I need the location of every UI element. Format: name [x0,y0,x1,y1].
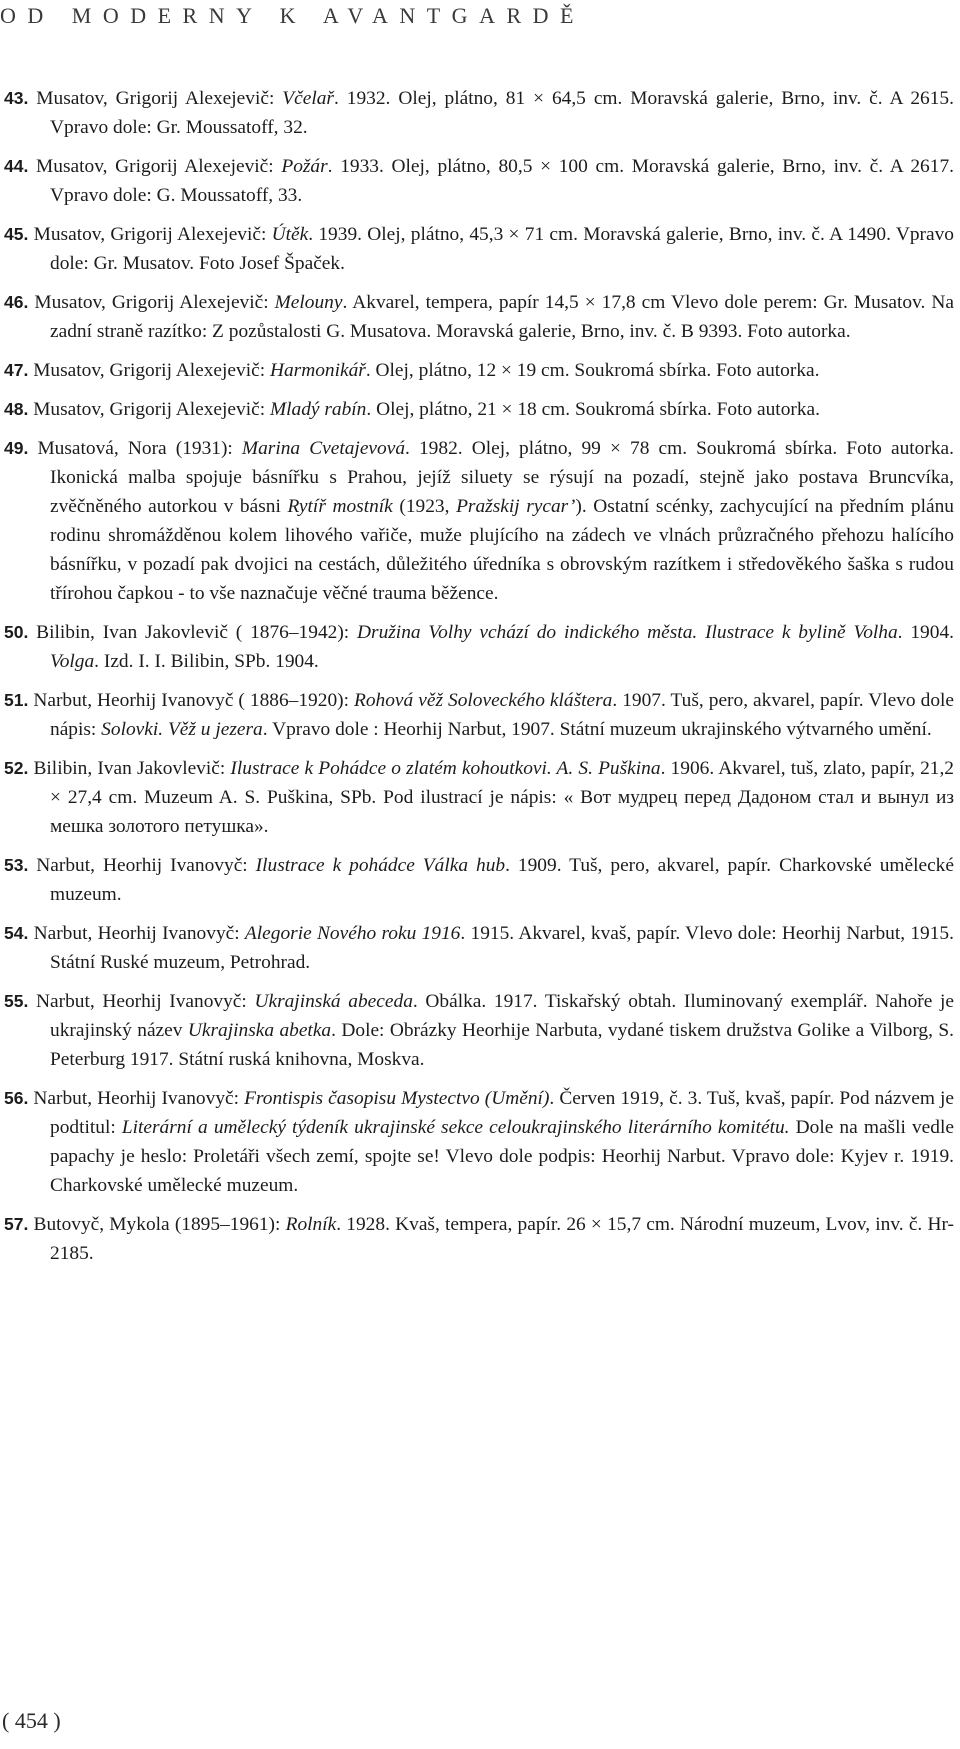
catalog-entry [4,686,954,744]
artwork-title: Požár [281,156,328,177]
entry-text: . 1928. Kvaš, tempera, papír. 26 × 15,7 cm. Národní muzeum, Lvov, inv. č. Hr-2185. [50,1214,955,1264]
artwork-title: Harmonikář [269,360,366,381]
catalog-entries [4,84,954,1278]
entry-text: . Akvarel, tempera, papír 14,5 × 17,8 cm Vlevo dole perem: Gr. Musatov. Na zadní straně razítko: Z pozůstalosti G. Musatova. Moravská galerie, Brno, inv. č. B 9393. Foto autorka. [50,292,954,342]
entry-text: . Izd. I. I. Bilibin, SPb. 1904. [94,651,319,672]
running-head: OD MODERNY K AVANTGARDĚ [0,3,585,28]
artwork-title: Družina Volhy vchází do indického města. Ilustrace k bylině Volha [357,622,898,643]
entry-text: . 1932. Olej, plátno, 81 × 64,5 cm. Moravská galerie, Brno, inv. č. A 2615. Vpravo dole: Gr. Moussatoff, 32. [50,88,954,138]
entry-text: . 1906. Akvarel, tuš, zlato, papír, 21,2 × 27,4 cm. Muzeum A. S. Puškina, SPb. Pod ilustrací je nápis: « Вот мудрец перед Дадоном стал и вынул из мешка золотого петушка». [50,758,954,837]
entry-text: Musatov, Grigorij Alexejevič: [33,360,270,381]
inscription: Solovki. Věž u jezera [101,719,263,740]
entry-text: Butovyč, Mykola (1895–1961): [33,1214,286,1235]
catalog-entry [4,395,954,424]
artwork-title: Frontispis časopisu Mystectvo (Umění) [244,1088,550,1109]
catalog-entry [4,356,954,385]
entry-text: Narbut, Heorhij Ivanovyč: [33,1088,245,1109]
entry-text: Musatov, Grigorij Alexejevič: [33,399,270,420]
entry-text: Narbut, Heorhij Ivanovyč: [33,923,245,944]
artwork-title: Ilustrace k pohádce Válka hub [255,855,506,876]
entry-text: Musatov, Grigorij Alexejevič: [36,156,282,177]
entry-number: 46. [4,292,29,312]
entry-text: . 1939. Olej, plátno, 45,3 × 71 cm. Moravská galerie, Brno, inv. č. A 1490. Vpravo dole: Gr. Musatov. Foto Josef Špaček. [50,224,954,274]
entry-text: Bilibin, Ivan Jakovlevič ( 1876–1942): [36,622,358,643]
entry-text: Narbut, Heorhij Ivanovyč: [36,991,255,1012]
entry-text: Musatov, Grigorij Alexejevič: [34,292,275,313]
catalog-entry [4,919,954,977]
entry-text: . Vpravo dole : Heorhij Narbut, 1907. Státní muzeum ukrajinského výtvarného umění. [262,719,932,740]
entry-number: 43. [4,88,29,108]
catalog-entry [4,288,954,346]
artwork-title: Melouny [274,292,343,313]
entry-text: . 1904. [897,622,954,643]
catalog-entry [4,84,954,142]
entry-text: . 1933. Olej, plátno, 80,5 × 100 cm. Moravská galerie, Brno, inv. č. A 2617. Vpravo dole: G. Moussatoff, 33. [50,156,954,206]
catalog-entry [4,220,954,278]
artwork-title: Rohová věž Soloveckého kláštera [354,690,613,711]
entry-text: Narbut, Heorhij Ivanovyč: [36,855,256,876]
entry-number: 44. [4,156,29,176]
artwork-title: Marina Cvetajevová [241,438,406,459]
entry-text: Bilibin, Ivan Jakovlevič: [33,758,231,779]
entry-number: 55. [4,991,29,1011]
catalog-entry [4,1210,954,1268]
poem-title: Rytíř mostník [287,496,393,517]
entry-text: Musatov, Grigorij Alexejevič: [33,224,272,245]
entry-text: Dole na mašli vedle papachy je heslo: Proletáři všech zemí, spojte se! Vlevo dole podpis: Heorhij Narbut. Vpravo dole: Kyjev r. 1919. Charkovské umělecké muzeum. [50,1117,954,1196]
artwork-title: Útěk [271,224,309,245]
entry-text: Musatová, Nora (1931): [37,438,242,459]
entry-number: 51. [4,690,29,710]
entry-text: . Olej, plátno, 12 × 19 cm. Soukromá sbírka. Foto autorka. [365,360,820,381]
entry-number: 48. [4,399,29,419]
catalog-entry [4,434,954,608]
entry-number: 49. [4,438,29,458]
entry-text: . 1982. Olej, plátno, 99 × 78 cm. Soukromá sbírka. Foto autorka. Ikonická malba spojuje básnířku s Prahou, jejíž siluety se rýsují na pozadí, stejně jako postava Bruncvíka, zvěčněného autorkou v básni [50,438,954,517]
entry-number: 57. [4,1214,29,1234]
artwork-title: Včelař [282,88,334,109]
entry-number: 54. [4,923,29,943]
entry-text: Narbut, Heorhij Ivanovyč ( 1886–1920): [33,690,354,711]
page-number: ( 454 ) [2,1708,61,1733]
subtitle: Literární a umělecký týdeník ukrajinské sekce celoukrajinského literárního komitétu. [121,1117,790,1138]
entry-number: 50. [4,622,29,642]
catalog-entry [4,754,954,841]
entry-text: . 1909. Tuš, pero, akvarel, papír. Charkovské umělecké muzeum. [50,855,954,905]
entry-number: 53. [4,855,29,875]
original-title: Ukrajinska abetka [187,1020,332,1041]
entry-text: . Obálka. 1917. Tiskařský obtah. Iluminovaný exemplář. Nahoře je ukrajinský název [50,991,954,1041]
entry-number: 45. [4,224,29,244]
catalog-entry [4,851,954,909]
book-title: Volga [50,651,95,672]
catalog-entry [4,987,954,1074]
entry-text: . 1907. Tuš, pero, akvarel, papír. Vlevo dole nápis: [50,690,955,740]
artwork-title: Alegorie Nového roku 1916 [244,923,461,944]
entry-text: ). Ostatní scénky, zachycující na předním plánu rodinu shromážděnou kolem lihového vařiče, muže plujícího na zádech ve vlnách průzračného přehozu halícího básnířku, v pozadí pak dvojici na cestách, důležitého úředníka s obrovským razítkem i středověkého šaška s rudou třírohou čapkou - to vše naznačuje věčné trauma běžence. [50,496,954,604]
entry-text: Musatov, Grigorij Alexejevič: [36,88,283,109]
entry-text: (1923, [392,496,457,517]
catalog-entry [4,152,954,210]
entry-text: . Dole: Obrázky Heorhije Narbuta, vydané tiskem družstva Golike a Vilborg, S. Peterburg 1917. Státní ruská knihovna, Moskva. [50,1020,954,1070]
entry-number: 47. [4,360,29,380]
catalog-entry [4,1084,954,1200]
entry-text: . 1915. Akvarel, kvaš, papír. Vlevo dole: Heorhij Narbut, 1915. Státní Ruské muzeum, Petrohrad. [50,923,954,973]
artwork-title: Ukrajinská abeceda [254,991,413,1012]
entry-text: . Červen 1919, č. 3. Tuš, kvaš, papír. Pod názvem je podtitul: [50,1088,954,1138]
artwork-title: Ilustrace k Pohádce o zlatém kohoutkovi. A. S. Puškina [230,758,661,779]
catalog-entry [4,618,954,676]
artwork-title: Rolník [285,1214,337,1235]
entry-text: . Olej, plátno, 21 × 18 cm. Soukromá sbírka. Foto autorka. [366,399,821,420]
entry-number: 56. [4,1088,29,1108]
artwork-title: Mladý rabín [269,399,367,420]
entry-number: 52. [4,758,29,778]
poem-original-title: Pražskij rycar’ [456,496,576,517]
